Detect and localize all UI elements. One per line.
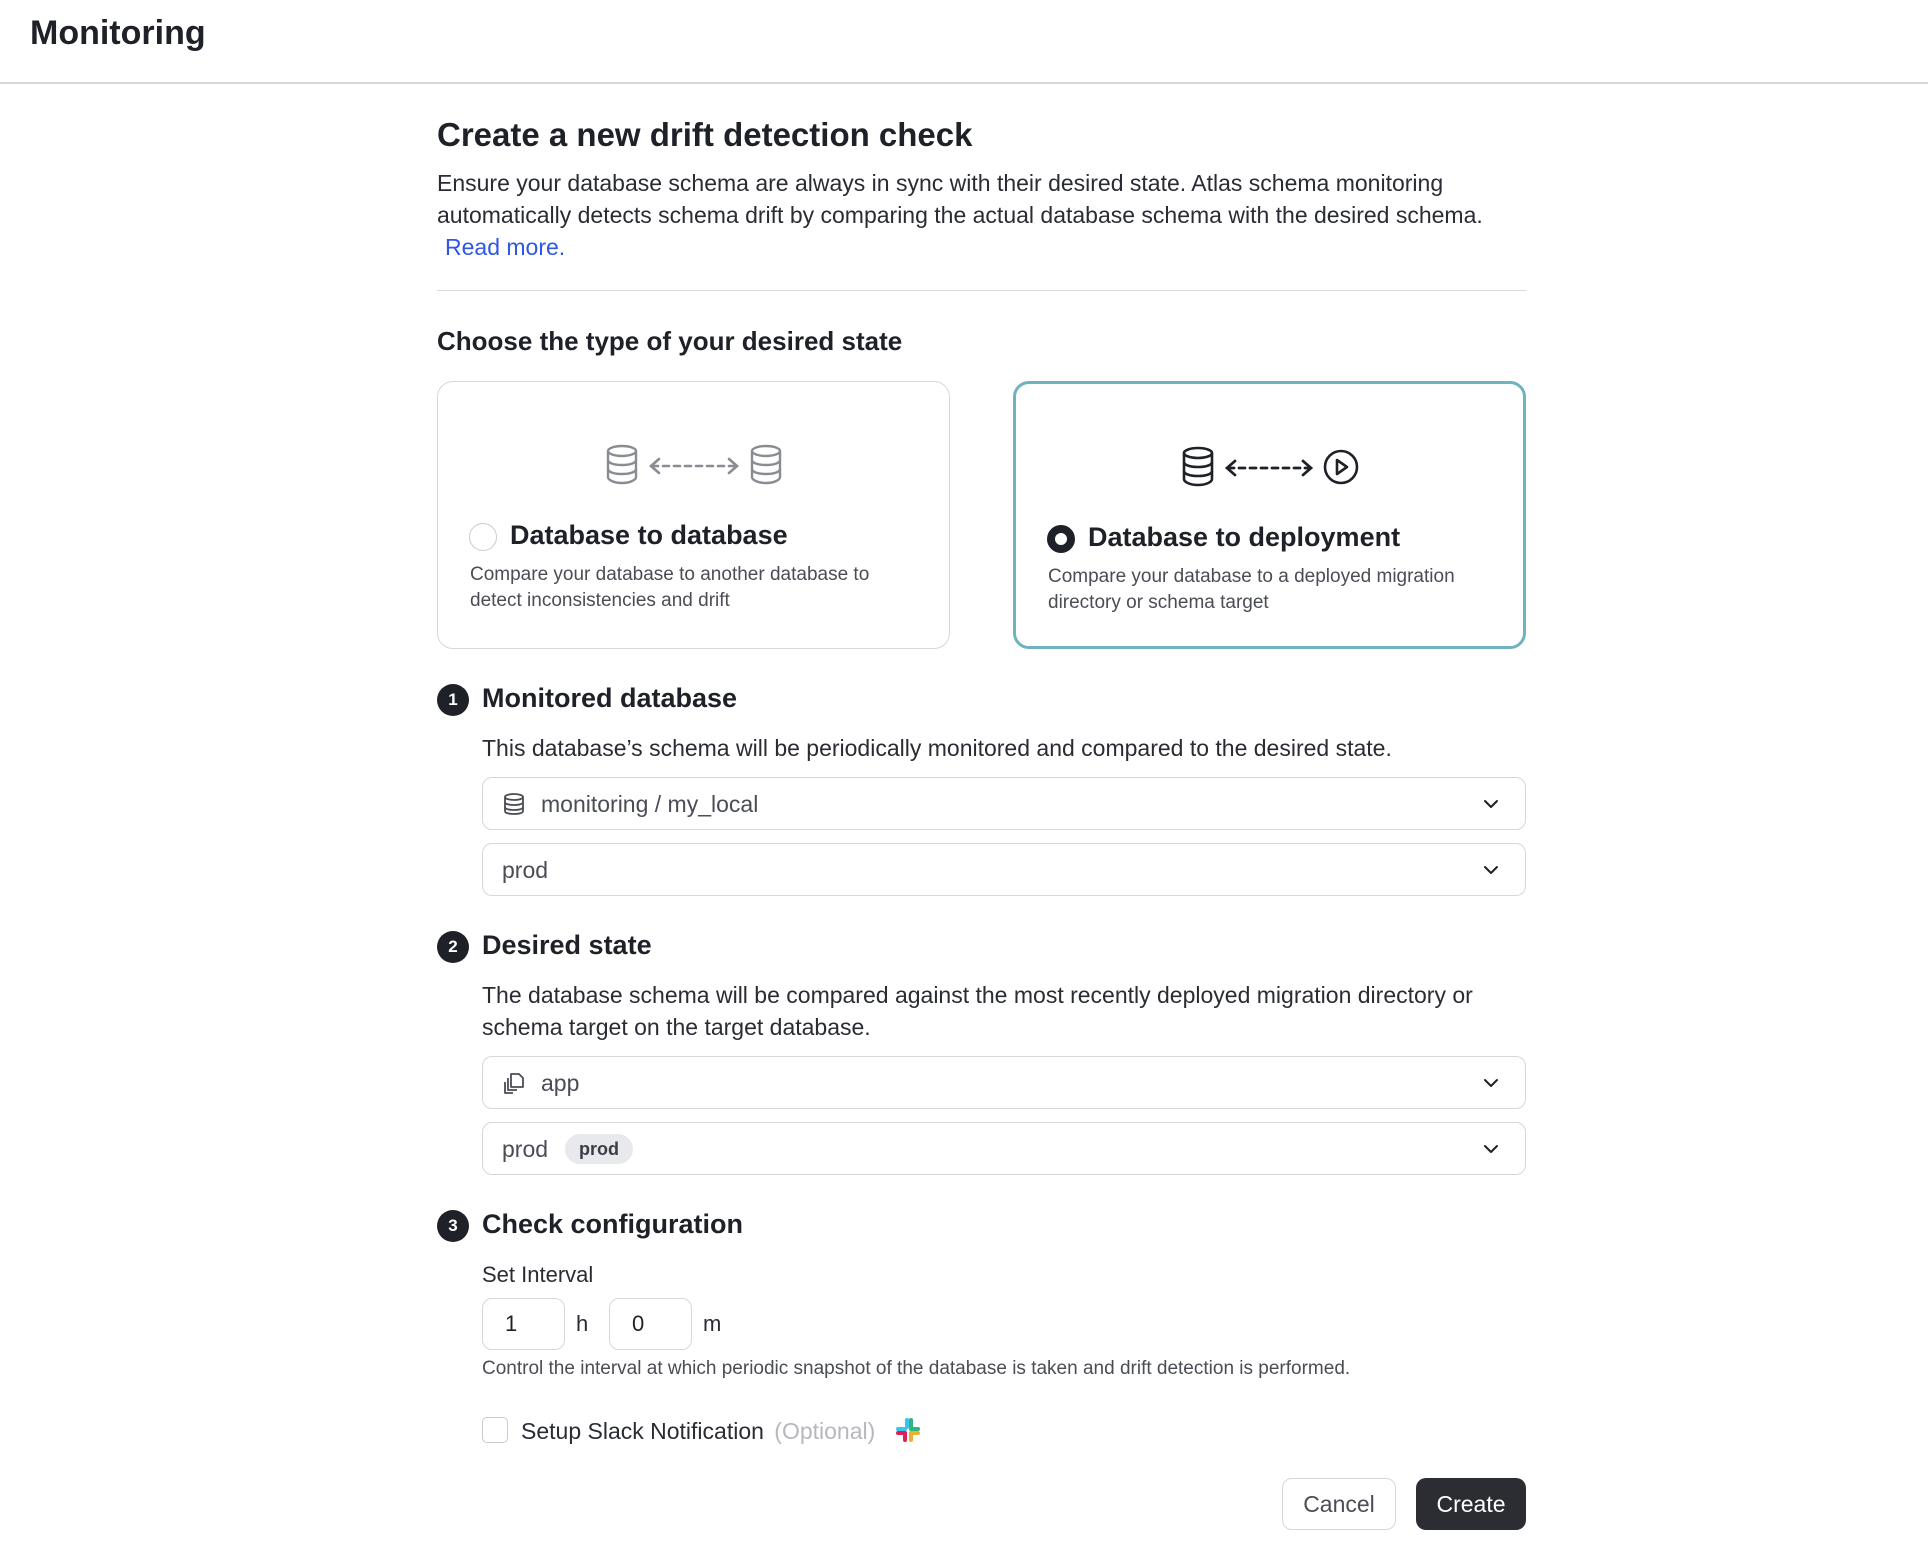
minutes-unit: m: [703, 1311, 722, 1336]
app-title: Monitoring: [30, 14, 206, 52]
create-button[interactable]: Create: [1416, 1478, 1526, 1530]
arrow-both-icon: [651, 459, 737, 473]
option-title: Database to deployment: [1088, 522, 1401, 552]
step-badge: 2: [437, 931, 469, 963]
slack-label-text: Setup Slack Notification: [521, 1418, 764, 1444]
environment-select[interactable]: [482, 843, 1526, 896]
option-desc: Compare your database to a deployed migration directory or schema target: [1048, 566, 1455, 613]
database-icon: [502, 792, 526, 816]
environment-select-value: prod: [502, 857, 549, 883]
step-title-monitored: Monitored database: [482, 683, 738, 713]
top-bar: [0, 0, 1928, 84]
chevron-down-icon: [1481, 860, 1501, 880]
slack-optional: (Optional): [774, 1418, 876, 1444]
target-select-value: prod: [502, 1136, 549, 1162]
db-to-deployment-diagram: [1016, 444, 1523, 488]
slack-icon: [894, 1416, 922, 1444]
interval-label: Set Interval: [482, 1262, 594, 1287]
step-badge: 1: [437, 684, 469, 716]
step-desc-desired: The database schema will be compared against the most recently deployed migration directory or schema target on the target database.: [482, 982, 1473, 1040]
option-title: Database to database: [510, 520, 788, 550]
step-title-config: Check configuration: [482, 1209, 744, 1239]
read-more-link[interactable]: Read more.: [445, 234, 566, 260]
minutes-input[interactable]: 0: [609, 1298, 692, 1350]
chevron-down-icon: [1481, 1073, 1501, 1093]
database-icon: [752, 446, 780, 483]
interval-hint: Control the interval at which periodic snapshot of the database is taken and drift detection is performed.: [482, 1358, 1351, 1379]
db-to-db-diagram: [438, 442, 949, 486]
desired-type-title: Choose the type of your desired state: [437, 326, 903, 356]
hours-unit: h: [576, 1311, 589, 1336]
divider: [437, 290, 1526, 291]
page-title: Create a new drift detection check: [437, 116, 973, 153]
radio-db-to-deployment[interactable]: [1047, 525, 1075, 553]
intro-body: Ensure your database schema are always in sync with their desired state. Atlas schema monitoring automatically detects schema drift by comparing the actual database schema with the desired schema.: [437, 170, 1483, 228]
slack-label: [521, 1416, 922, 1445]
option-card-db-to-deployment[interactable]: [1013, 381, 1526, 649]
arrow-both-icon: [1227, 461, 1311, 475]
database-select[interactable]: [482, 777, 1526, 830]
slack-checkbox[interactable]: [482, 1417, 508, 1443]
intro-text: [437, 167, 1526, 263]
chevron-down-icon: [1481, 1139, 1501, 1159]
radio-db-to-db[interactable]: [469, 523, 497, 551]
project-select[interactable]: [482, 1056, 1526, 1109]
play-circle-icon: [1325, 451, 1357, 483]
project-select-value: app: [541, 1070, 580, 1096]
project-icon: [502, 1071, 526, 1095]
database-icon: [1184, 448, 1212, 485]
target-tag: prod: [565, 1134, 633, 1164]
database-select-value: monitoring / my_local: [541, 791, 759, 817]
step-desc-monitored: This database’s schema will be periodically monitored and compared to the desired state.: [482, 735, 1392, 761]
step-title-desired: Desired state: [482, 930, 652, 960]
step-badge: 3: [437, 1210, 469, 1242]
cancel-button[interactable]: Cancel: [1282, 1478, 1396, 1530]
database-icon: [608, 446, 636, 483]
option-desc: Compare your database to another database to detect inconsistencies and drift: [470, 564, 870, 611]
target-select[interactable]: [482, 1122, 1526, 1175]
chevron-down-icon: [1481, 794, 1501, 814]
option-card-db-to-db[interactable]: [437, 381, 950, 649]
hours-input[interactable]: 1: [482, 1298, 565, 1350]
